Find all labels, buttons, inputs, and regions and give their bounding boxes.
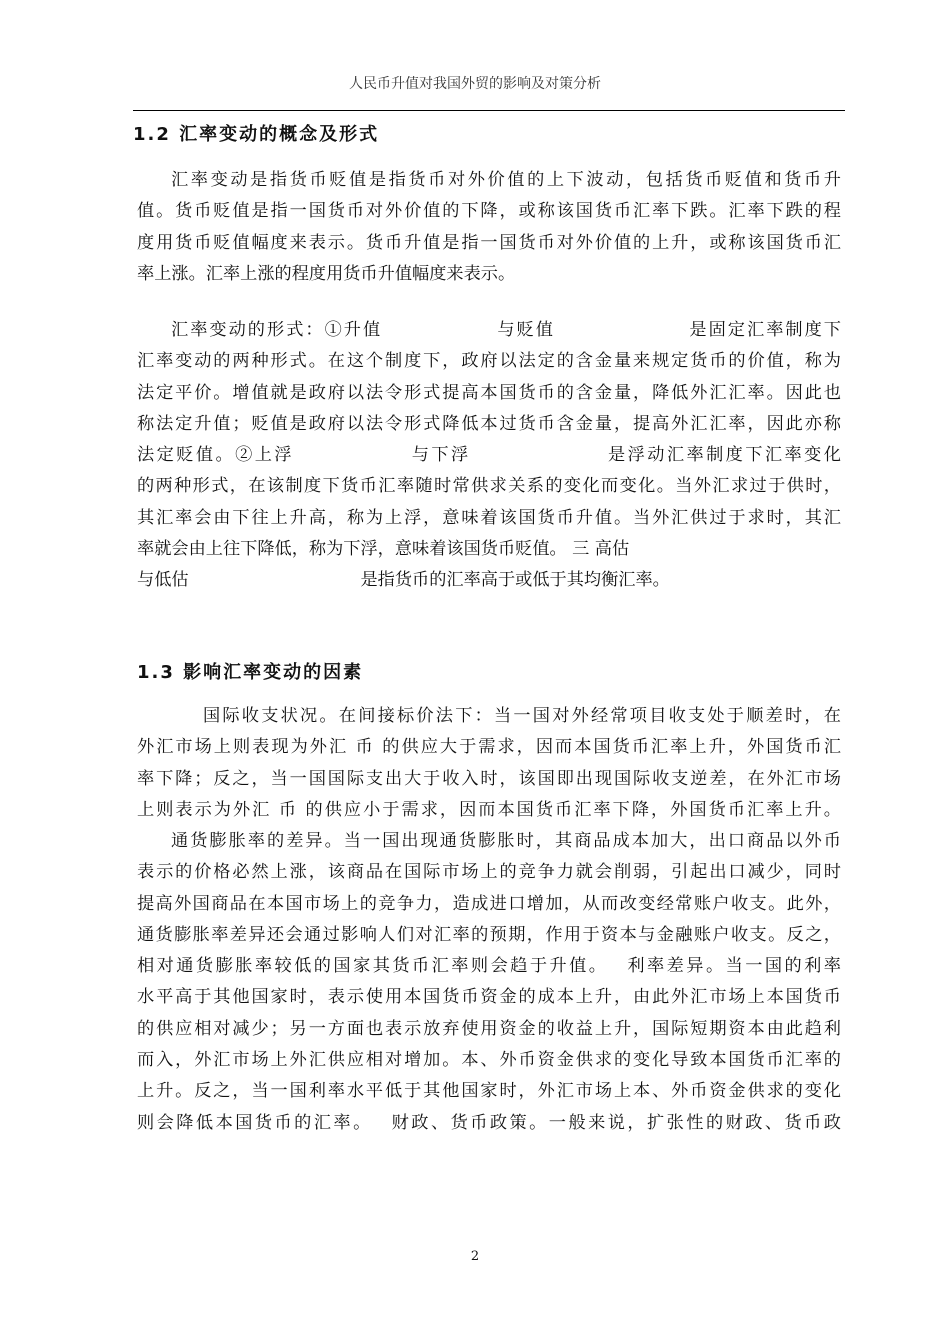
text-line: 表示的价格必然上涨，该商品在国际市场上的竞争力就会削弱，引起出口减少，同时 <box>137 862 841 883</box>
running-header: 人民币升值对我国外贸的影响及对策分析 <box>349 76 601 92</box>
text-line: 上升。反之，当一国利率水平低于其他国家时，外汇市场上本、外币资金供求的变化 <box>137 1081 841 1102</box>
text-line: 率就会由上往下降低，称为下浮，意味着该国货币贬值。 三 高估 <box>137 539 630 560</box>
text-line: 率下降；反之，当一国国际支出大于收入时，该国即出现国际收支逆差，在外汇市场 <box>137 768 841 789</box>
text-line: 的两种形式，在该制度下货币汇率随时常供求关系的变化而变化。当外汇求过于供时， <box>137 476 841 497</box>
section-heading-1-3: 1.3 影响汇率变动的因素 <box>137 662 364 683</box>
page-number: 2 <box>470 1249 480 1264</box>
text-line: 率上涨。汇率上涨的程度用货币升值幅度来表示。 <box>137 263 516 284</box>
text-line: 水平高于其他国家时，表示使用本国货币资金的成本上升，由此外汇市场上本国货币 <box>137 987 841 1008</box>
text-line: 称法定升值；贬值是政府以法令形式降低本过货币含金量，提高外汇汇率，因此亦称 <box>137 413 841 434</box>
text-line: 汇率变动的形式：①升值 与贬值 是固定汇率制度下 <box>171 320 841 340</box>
text-line: 通货膨胀率的差异。当一国出现通货膨胀时，其商品成本加大，出口商品以外币 <box>171 831 841 851</box>
text-line: 法定平价。增值就是政府以法令形式提高本国货币的含金量，降低外汇汇率。因此也 <box>137 382 841 403</box>
paragraph-balance-of-payments <box>137 701 841 826</box>
text-line: 上则表示为外汇 币 的供应小于需求，因而本国货币汇率下降，外国货币汇率上升。 <box>137 799 841 820</box>
text-line: 而入，外汇市场上外汇供应相对增加。本、外币资金供求的变化导致本国货币汇率的 <box>137 1050 841 1071</box>
text-line: 外汇市场上则表现为外汇 币 的供应大于需求，因而本国货币汇率上升，外国货币汇 <box>137 737 841 758</box>
text-line: 提高外国商品在本国市场上的竞争力，造成进口增加，从而改变经常账户收支。此外， <box>137 893 841 914</box>
text-line: 相对通货膨胀率较低的国家其货币汇率则会趋于升值。 利率差异。当一国的利率 <box>137 956 841 977</box>
paragraph-exchange-rate-change <box>137 165 841 290</box>
text-line: 汇率变动是指货币贬值是指货币对外价值的上下波动，包括货币贬值和货币升 <box>171 170 841 190</box>
text-line: 法定贬值。②上浮 与下浮 是浮动汇率制度下汇率变化 <box>137 445 841 466</box>
paragraph-forms-of-change <box>137 315 841 597</box>
text-line: 度用货币贬值幅度来表示。货币升值是指一国货币对外价值的上升，或称该国货币汇 <box>137 232 841 253</box>
paragraph-inflation-interest <box>137 826 841 1139</box>
text-line: 其汇率会由下往上升高，称为上浮，意味着该国货币升值。当外汇供过于求时，其汇 <box>137 507 841 528</box>
text-line: 通货膨胀率差异还会通过影响人们对汇率的预期，作用于资本与金融账户收支。反之， <box>137 924 841 945</box>
header-rule <box>133 110 845 111</box>
text-line: 国际收支状况。在间接标价法下：当一国对外经常项目收支处于顺差时，在 <box>203 706 841 726</box>
text-line: 与低估 是指货币的汇率高于或低于其均衡汇率。 <box>137 570 670 591</box>
text-line: 则会降低本国货币的汇率。 财政、货币政策。一般来说，扩张性的财政、货币政 <box>137 1112 841 1133</box>
section-heading-1-2: 1.2 汇率变动的概念及形式 <box>133 124 380 145</box>
text-line: 汇率变动的两种形式。在这个制度下，政府以法定的含金量来规定货币的价值，称为 <box>137 351 841 372</box>
text-line: 的供应相对减少；另一方面也表示放弃使用资金的收益上升，国际短期资本由此趋利 <box>137 1018 841 1039</box>
text-line: 值。货币贬值是指一国货币对外价值的下降，或称该国货币汇率下跌。汇率下跌的程 <box>137 201 841 222</box>
